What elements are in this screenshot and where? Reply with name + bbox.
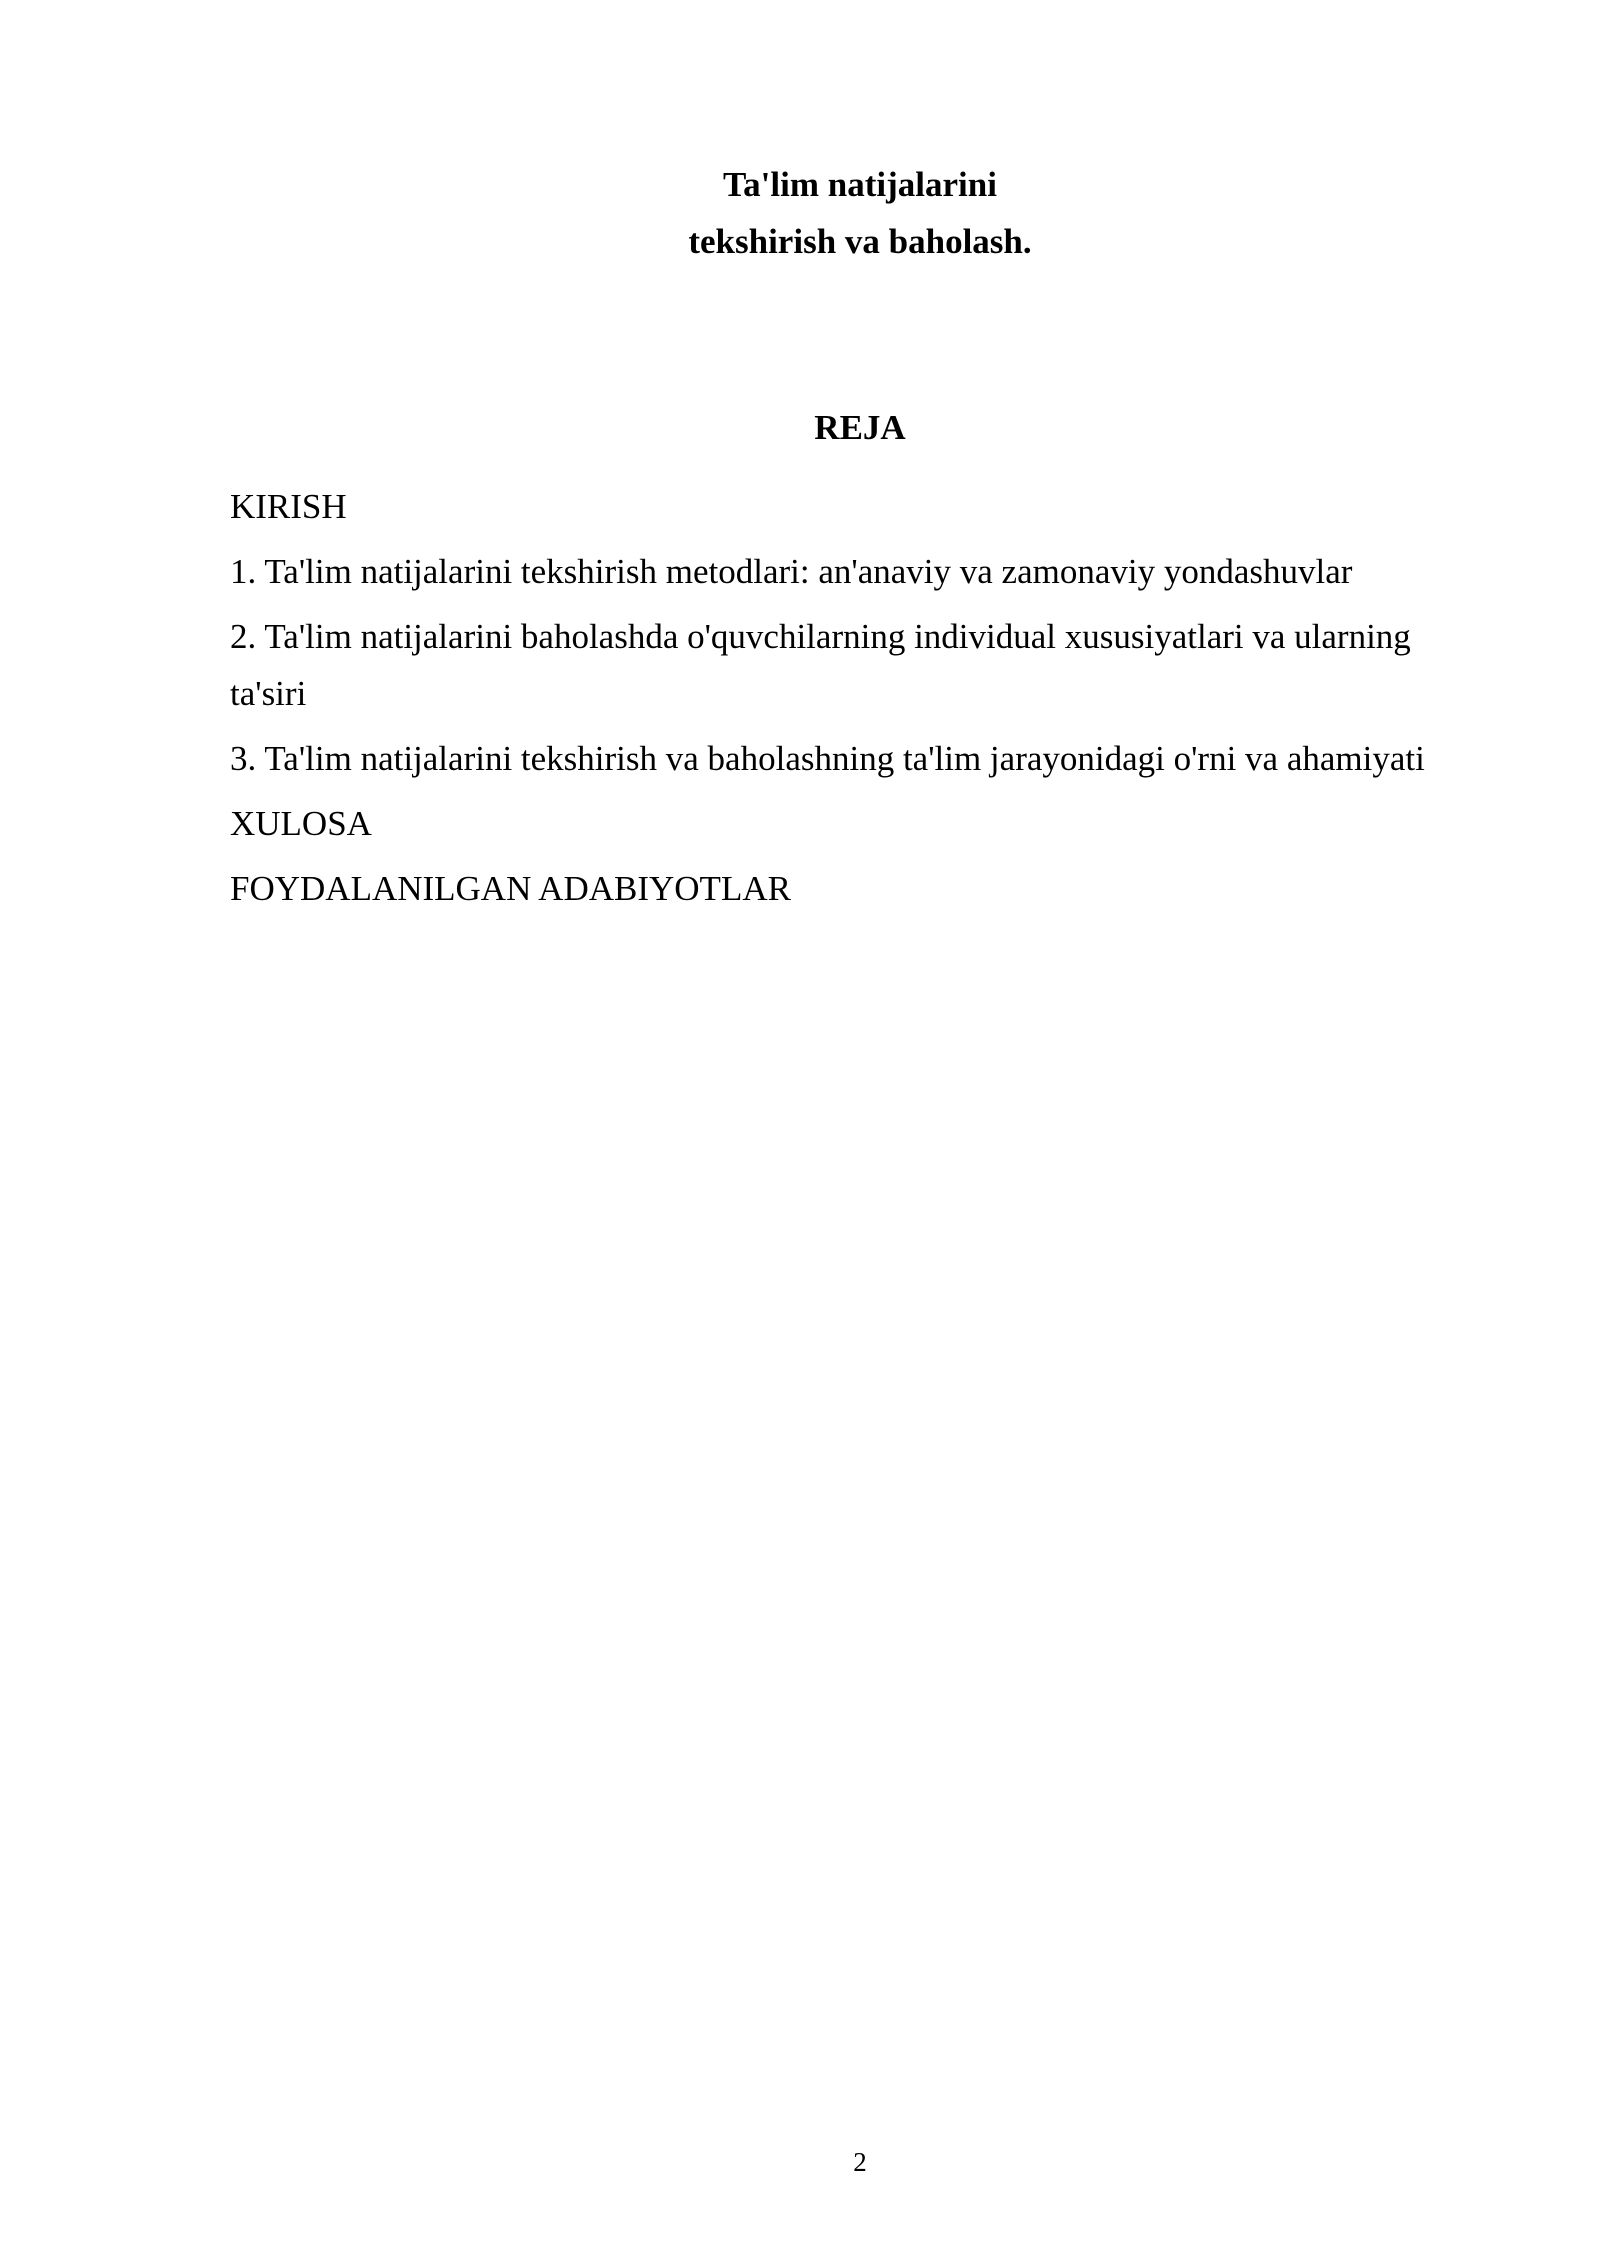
document-title-line-1: Ta'lim natijalarini (723, 165, 997, 204)
plan-list (230, 478, 1470, 925)
plan-item-3: 3. Ta'lim natijalarini tekshirish va baholashning ta'lim jarayonidagi o'rni va ahamiyati (230, 739, 1425, 778)
plan-heading: REJA (814, 408, 906, 447)
plan-item-references: FOYDALANILGAN ADABIYOTLAR (230, 869, 791, 908)
plan-item-conclusion: XULOSA (230, 804, 372, 843)
plan-item-intro: KIRISH (230, 487, 347, 526)
document-title-line-2: tekshirish va baholash. (688, 222, 1032, 261)
plan-item-2: 2. Ta'lim natijalarini baholashda o'quvchilarning individual xususiyatlari va ularning ta'siri (230, 617, 1411, 713)
page-number: 2 (853, 2147, 867, 2177)
plan-item-1: 1. Ta'lim natijalarini tekshirish metodlari: an'anaviy va zamonaviy yondashuvlar (230, 552, 1353, 591)
